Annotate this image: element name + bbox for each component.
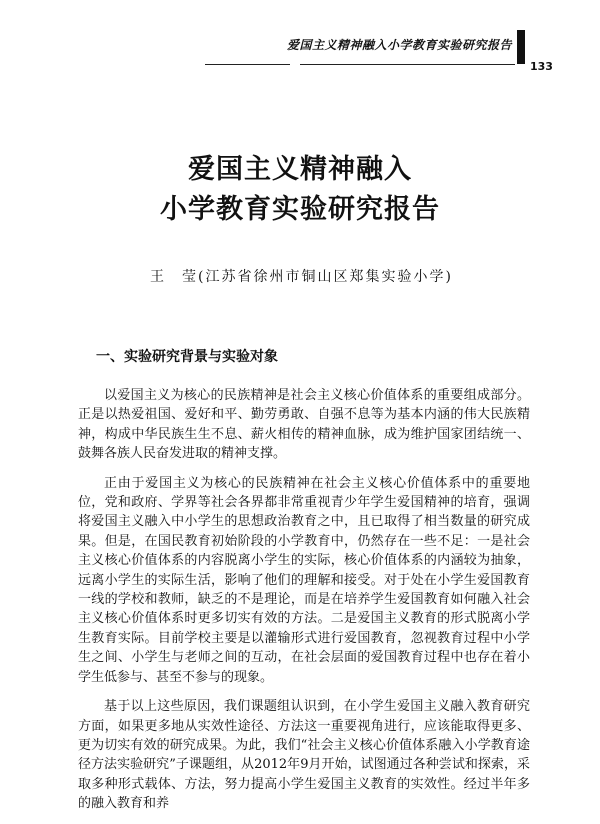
running-header: 爱国主义精神融入小学教育实验研究报告 — [286, 38, 512, 52]
paragraph-2: 正由于爱国主义为核心的民族精神在社会主义核心价值体系中的重要地位，党和政府、学界等社会各界都非常重视青少年学生爱国精神的培育，强调将爱国主义融入中小学生的思想政治教育之中，且已取得了相当数量的研究成果。但是，在国民教育初始阶段的小学教育中，仍然存在一些不足：一是社会主义核心价值体系的内容脱离小学生的实际，核心价值体系的内涵较为抽象，远离小学生的实际生活，影响了他们的理解和接受。对于处在小学生爱国教育一线的学校和教师，缺乏的不是理论，而是在培养学生爱国教育如何融入社会主义核心价值体系时更多切实有效的方法。二是爱国主义教育的形式脱离小学生教育实际。目前学校主要是以灌输形式进行爱国教育，忽视教育过程中小学生之间、小学生与老师之间的互动，在社会层面的爱国教育过程中也存在着小学生低参与、甚至不参与的现象。 — [78, 475, 530, 685]
paragraph-3: 基于以上这些原因，我们课题组认识到，在小学生爱国主义融入教育研究方面，如果更多地从实效性途径、方法这一重要视角进行，应该能取得更多、更为切实有效的研究成果。为此，我们“社会主义核心价值体系融入小学教育途径方法实验研究”子课题组，从2012年9月开始，试图通过各种尝试和探索，采取多种形式载体、方法，努力提高小学生爱国主义教育的实效性。经过半年多的融入教育和养 — [78, 699, 530, 812]
page-number: 133 — [530, 60, 553, 73]
title-line-2: 小学教育实验研究报告 — [160, 194, 440, 225]
body-text — [78, 386, 530, 824]
paragraph-1: 以爱国主义为核心的民族精神是社会主义核心价值体系的重要组成部分。正是以热爱祖国、爱好和平、勤劳勇敢、自强不息等为基本内涵的伟大民族精神，构成中华民族生生不息、薪火相传的精神血脉，成为维护国家团结统一、鼓舞各族人民奋发进取的精神支撑。 — [78, 388, 530, 462]
header-bar — [517, 30, 525, 64]
title-line-1: 爱国主义精神融入 — [188, 154, 412, 185]
header-rule-left — [205, 64, 290, 65]
author-line: 王 莹(江苏省徐州市铜山区郑集实验小学) — [150, 269, 453, 285]
header-rule — [300, 64, 515, 65]
section-heading: 一、实验研究背景与实验对象 — [96, 349, 278, 365]
article-title — [0, 150, 600, 230]
